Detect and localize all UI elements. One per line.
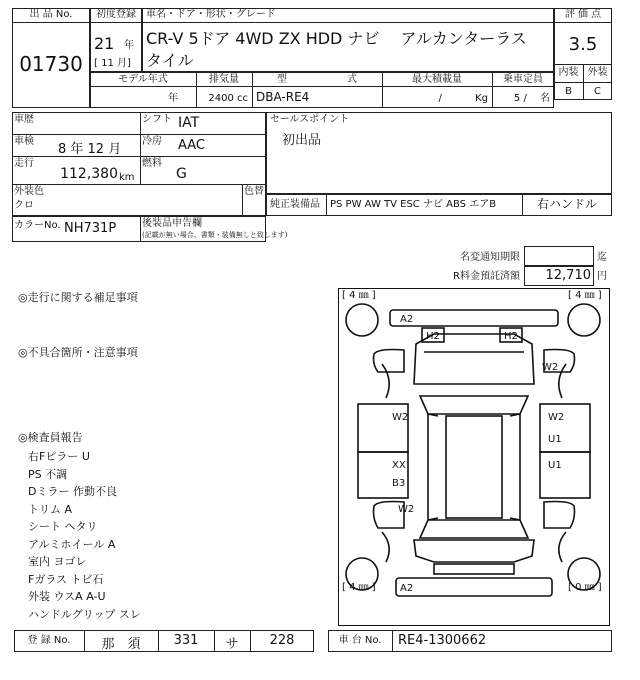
reg-no-label: 登 録 No. [27,635,71,646]
displacement-label: 排気量 [209,74,239,85]
mark-left-rear-door-2: B3 [392,478,406,489]
inspector-item: PS 不調 [28,467,68,481]
tire-rl: [ 4 ㎜ ] [342,582,376,593]
ac-label: 冷房 [142,136,162,147]
reg-place: 那 須 [101,637,141,652]
name-change-unit: 迄 [597,252,607,263]
displacement: 2400 cc [208,93,248,104]
driving-title: ◎走行に関する補足事項 [18,291,138,304]
inspector-list [28,448,141,623]
ext-color: クロ [14,200,34,211]
score: 3.5 [568,34,598,55]
mark-right-rear-door: U1 [548,460,562,471]
defects-title: ◎不具合箇所・注意事項 [18,346,138,359]
reg-class: 331 [173,633,199,648]
car-damage-diagram [338,288,610,626]
inspection-label: 車検 [14,136,34,147]
interior-label: 内装 [558,67,579,78]
inspector-item: シート ヘタリ [28,520,98,533]
mileage-label: 走行 [14,158,34,169]
recycle-unit: 円 [597,271,607,282]
details-box [12,112,266,216]
recycle-label: R料金預託済額 [453,271,520,282]
recycle-amount: 12,710 [545,268,591,283]
ac: AAC [178,138,205,153]
shift: IAT [178,115,200,131]
color-change-label: 色替 [244,186,264,197]
car-name-label: 車名・ドア・形状・グレード [146,9,276,20]
mark-front-bumper: A2 [400,314,414,325]
car-name-line2: タイル [146,51,194,70]
color-no-label: カラーNo. [14,220,61,231]
inspector-item: 右Fピラー U [28,450,90,463]
mark-right-fender: W2 [542,362,559,373]
capacity: 5 / 名 [513,93,550,104]
equipment-label: 純正装備品 [270,199,320,210]
tire-rr: [ 0 ㎜ ] [568,582,602,593]
mark-left-rear-door-1: XX [392,460,406,471]
fuel-label: 燃料 [142,158,162,169]
model-year-unit: 年 [168,93,178,104]
inspector-item: アルミホイール A [28,537,116,551]
inspector-title: ◎検査員報告 [18,431,83,444]
aftermarket-label: 後装品申告欄 [142,218,202,229]
mileage: 112,380 [60,166,118,182]
sales-point: 初出品 [282,133,322,148]
lot-no: 01730 [19,52,83,76]
mark-front-right-light: H2 [504,331,518,342]
first-reg-year: 21 [94,34,115,53]
lot-no-label: 出 品 No. [29,9,73,20]
type-label: 型 式 [277,74,357,85]
reg-kana: サ [225,637,239,652]
reg-number: 228 [269,633,295,648]
name-change-label: 名変通知期限 [460,252,520,263]
inspector-item: 室内 ヨゴレ [28,555,87,568]
inspector-item: トリム A [28,502,73,516]
mileage-unit: km [119,172,135,183]
sales-point-label: セールスポイント [270,114,350,125]
mark-front-left-light: H2 [426,331,440,342]
tire-fl: [ 4 ㎜ ] [342,290,376,301]
aftermarket-note: (記載が無い場合、書類・装備無しと致します) [142,231,288,239]
mark-left-front-door: W2 [392,412,409,423]
score-label: 評 価 点 [564,9,602,20]
max-load-label: 最大積載量 [412,74,462,85]
ext-color-label: 外装色 [14,186,44,197]
type: DBA-RE4 [256,90,310,104]
inspector-item: 外装 ウスA A-U [28,590,106,603]
history-label: 車歴 [14,114,34,125]
fuel: G [176,166,187,182]
model-year-label: モデル年式 [118,74,168,85]
capacity-label: 乗車定員 [503,74,543,85]
tire-fr: [ 4 ㎜ ] [568,290,602,301]
mark-right-front-door-1: W2 [548,412,565,423]
equipment: PS PW AW TV ESC ナビ ABS エアB [330,199,497,210]
inspection: 8 年 12 月 [58,142,122,157]
handle: 右ハンドル [536,197,597,211]
name-change-box [524,246,594,266]
chassis-label: 車 台 No. [338,635,382,646]
chassis-no: RE4-1300662 [398,633,487,648]
inspector-item: Dミラー 作動不良 [28,485,117,498]
inspector-item: ハンドルグリップ スレ [28,607,141,621]
first-reg-label: 初度登録 [96,9,136,20]
first-reg-year-unit: 年 [124,40,134,51]
first-reg-month: [ 11 月] [94,58,131,69]
shift-label: シフト [142,114,172,125]
max-load: / Kg [438,93,488,104]
exterior-label: 外装 [587,67,608,78]
interior-score: B [565,86,572,97]
exterior-score: C [594,86,601,97]
color-no: NH731P [64,221,117,236]
mark-rear-bumper: A2 [400,583,414,594]
mark-right-front-door-2: U1 [548,434,562,445]
inspector-item: Fガラス トビ石 [28,572,104,586]
mark-left-rear-fender: W2 [398,504,415,515]
car-name-line1: CR-V 5ドア 4WD ZX HDD ナビ アルカンターラス [146,29,527,48]
